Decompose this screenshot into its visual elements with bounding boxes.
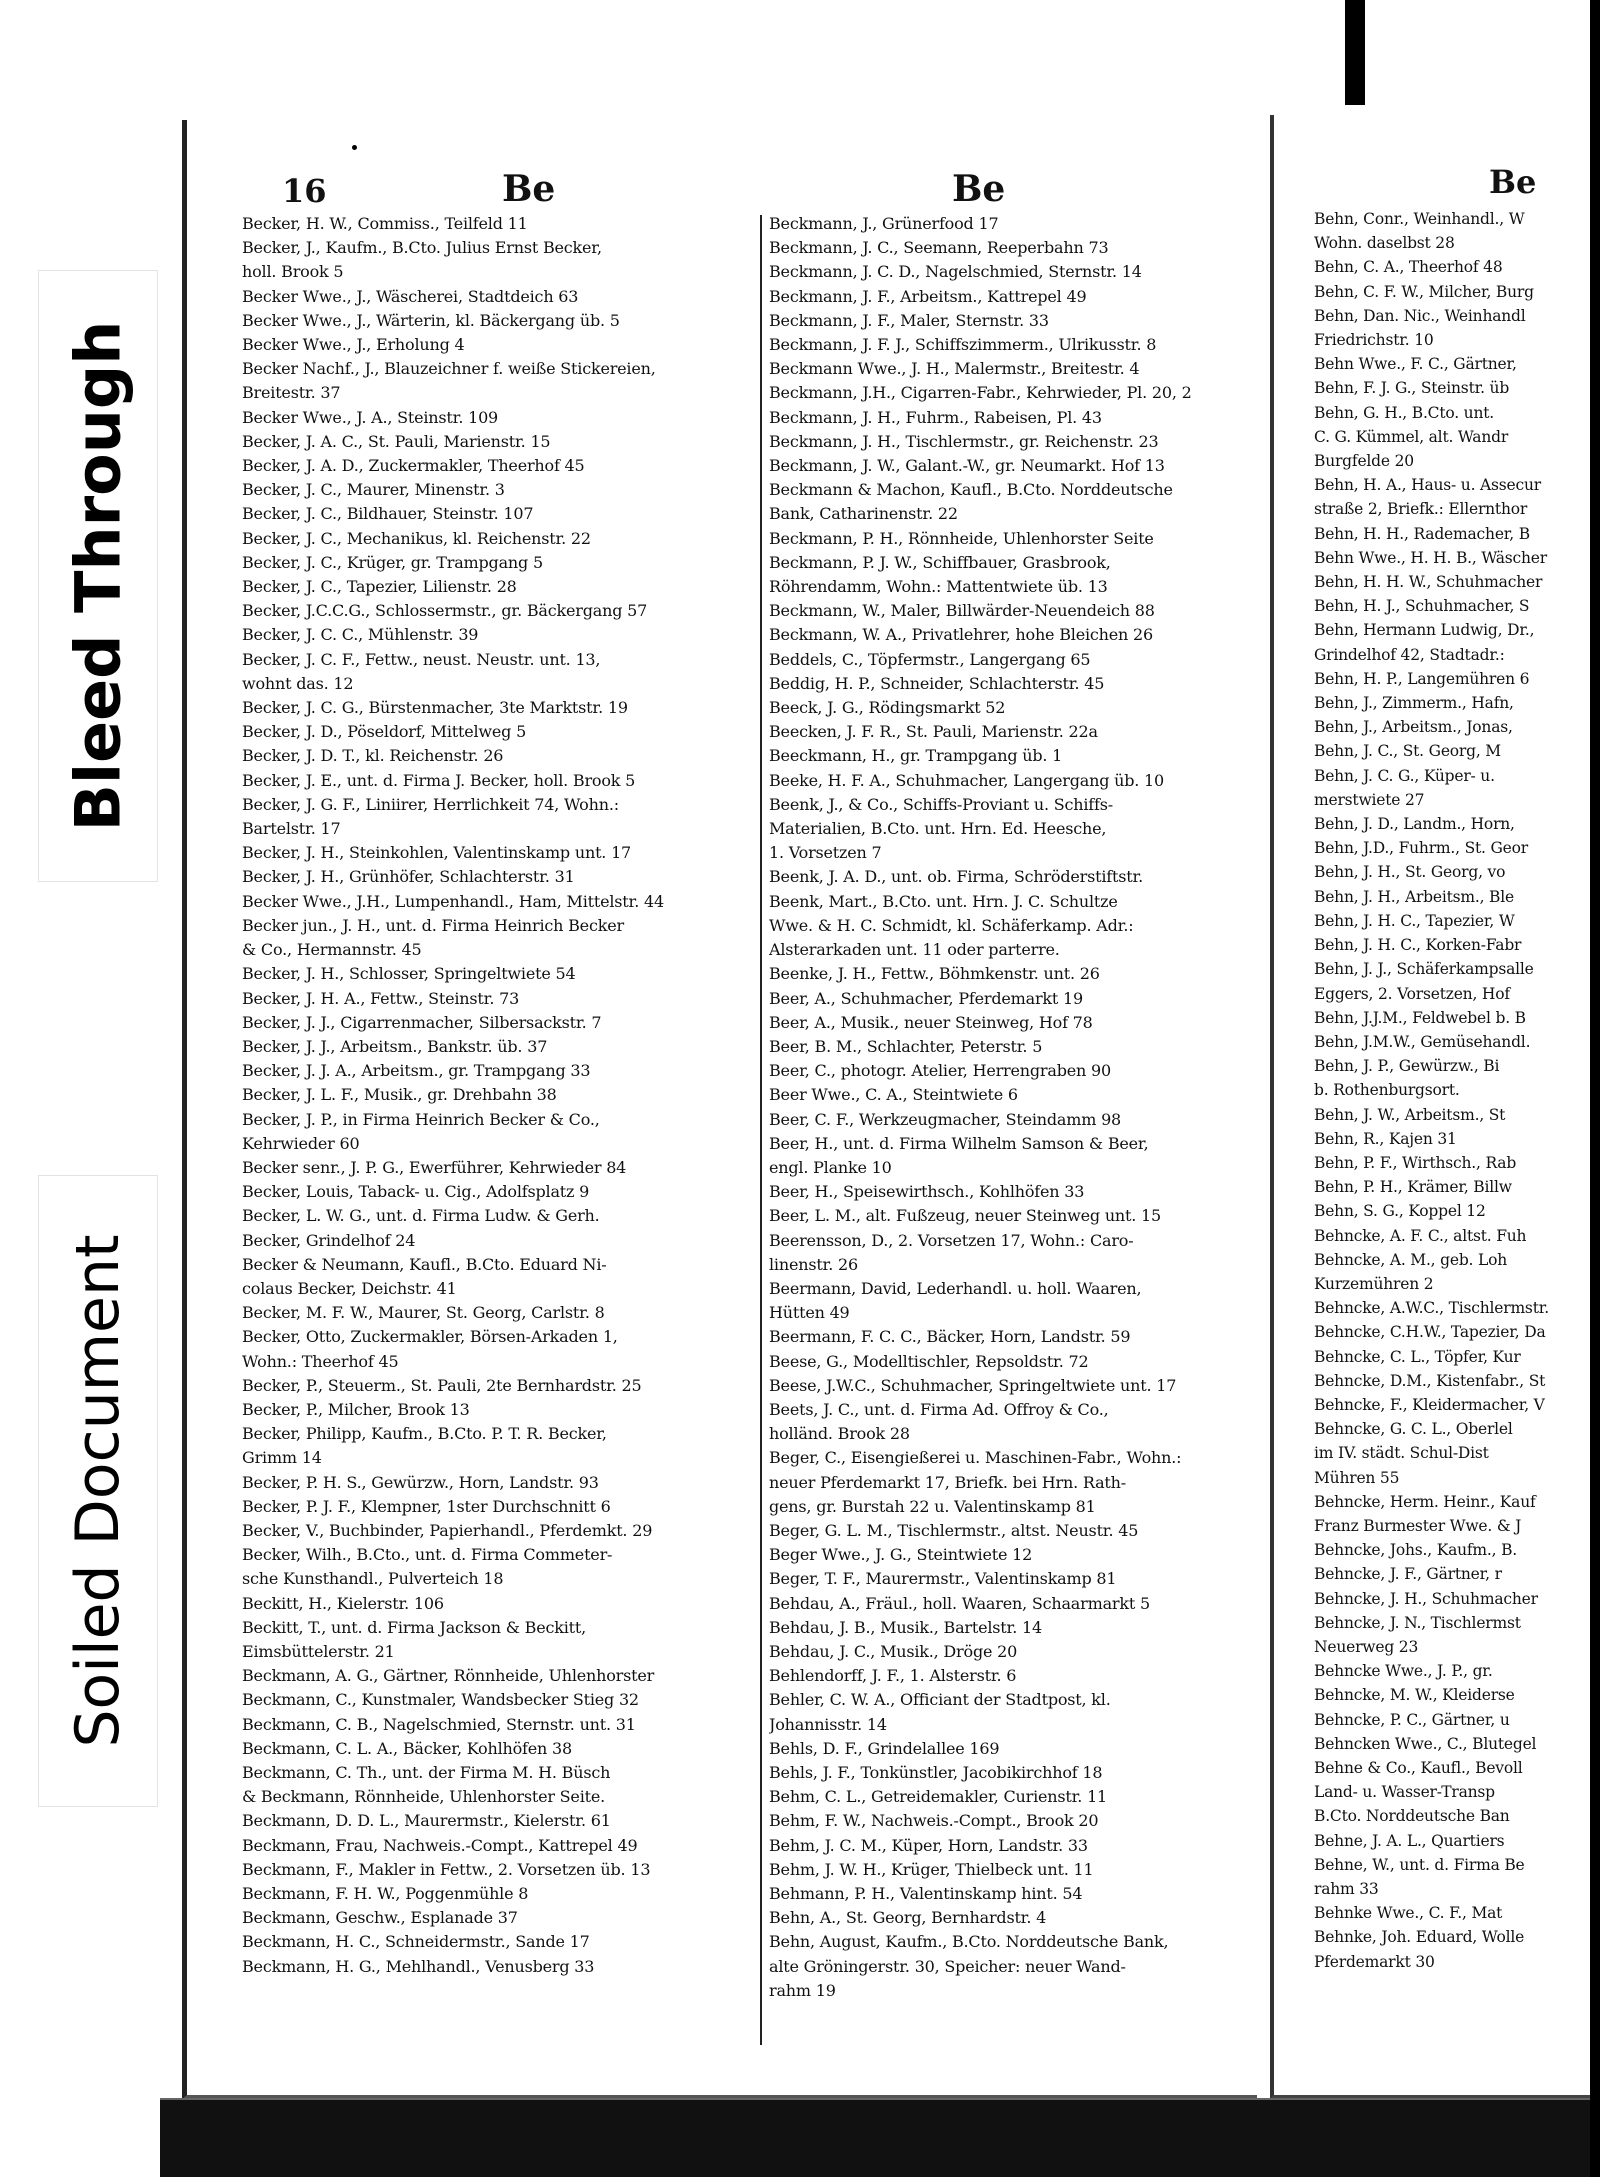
directory-entry: Beckmann, Frau, Nachweis.-Compt., Kattrepel 49 — [242, 1835, 638, 1855]
directory-entry: Behne & Co., Kaufl., Bevoll — [1314, 1759, 1523, 1777]
directory-entry: Behls, J. F., Tonkünstler, Jacobikirchhof 18 — [769, 1763, 1103, 1782]
directory-entry: Beckmann, J. H., Tischlermstr., gr. Reichenstr. 23 — [769, 431, 1159, 451]
scanned-page-image — [160, 0, 1600, 2177]
directory-entry: Beckmann, W. A., Privatlehrer, hohe Bleichen 26 — [769, 625, 1153, 645]
directory-entry: Behn, J. W., Arbeitsm., St — [1314, 1105, 1506, 1124]
directory-entry: Becker, J. C. C., Mühlenstr. 39 — [242, 625, 479, 645]
directory-entry: Behn, H. P., Langemühren 6 — [1314, 669, 1530, 688]
directory-entry: Röhrendamm, Wohn.: Mattentwiete üb. 13 — [769, 577, 1108, 597]
directory-entry: merstwiete 27 — [1314, 790, 1425, 809]
directory-entry: Behncke, P. C., Gärtner, u — [1314, 1710, 1510, 1729]
directory-entry: Becker, J. C., Krüger, gr. Trampgang 5 — [242, 552, 543, 572]
directory-entry: Beese, J.W.C., Schuhmacher, Springeltwiete unt. 17 — [769, 1375, 1177, 1395]
directory-entry: Becker, J. A. C., St. Pauli, Marienstr. 15 — [242, 431, 551, 451]
running-header-right: Be — [952, 168, 1006, 210]
directory-entry: Becker, J. C. G., Bürstenmacher, 3te Marktstr. 19 — [242, 698, 628, 718]
directory-entry: Franz Burmester Wwe. & J — [1314, 1516, 1522, 1535]
directory-entry: Becker, Philipp, Kaufm., B.Cto. P. T. R. Becker, — [242, 1424, 607, 1444]
directory-entry: Materialien, B.Cto. unt. Hrn. Ed. Heesche, — [769, 819, 1107, 839]
directory-entry: Beckmann, C., Kunstmaler, Wandsbecker Stieg 32 — [242, 1690, 639, 1710]
directory-entry: Becker, P. J. F., Klempner, 1ster Durchschnitt 6 — [242, 1496, 611, 1516]
directory-entry: Becker, J. H., Schlosser, Springeltwiete 54 — [242, 964, 576, 984]
directory-entry: & Beckmann, Rönnheide, Uhlenhorster Seite. — [242, 1787, 606, 1807]
directory-entry: Becker & Neumann, Kaufl., B.Cto. Eduard Ni- — [242, 1254, 607, 1274]
directory-entry: Behn, J. P., Gewürzw., Bi — [1314, 1057, 1500, 1076]
directory-entry: Becker, H. W., Commiss., Teilfeld 11 — [242, 214, 528, 233]
directory-entry: Behn, J., Arbeitsm., Jonas, — [1314, 718, 1513, 737]
directory-entry: Behn, J., Zimmerm., Hafn, — [1314, 694, 1514, 713]
directory-entry: Friedrichstr. 10 — [1314, 331, 1434, 350]
directory-entry: straße 2, Briefk.: Ellernthor — [1314, 500, 1528, 519]
directory-entry: Beger, G. L. M., Tischlermstr., altst. Neustr. 45 — [769, 1520, 1139, 1540]
directory-entry: holländ. Brook 28 — [769, 1424, 910, 1444]
column-divider — [760, 215, 762, 2045]
directory-entry: Beckmann, D. D. L., Maurermstr., Kielerstr. 61 — [242, 1811, 611, 1831]
directory-page — [182, 120, 1257, 2099]
middle-column — [769, 212, 1249, 2003]
directory-entry: Becker, J. C., Tapezier, Lilienstr. 28 — [242, 577, 517, 597]
directory-entry: Becker, J. D. T., kl. Reichenstr. 26 — [242, 746, 504, 766]
directory-entry: Beckitt, H., Kielerstr. 106 — [242, 1593, 444, 1613]
directory-entry: Beer, C., photogr. Atelier, Herrengraben 90 — [769, 1061, 1111, 1081]
directory-entry: Beckmann, C. B., Nagelschmied, Sternstr. unt. 31 — [242, 1714, 636, 1734]
directory-entry: Behn, J. H. C., Tapezier, W — [1314, 911, 1515, 930]
directory-entry: Becker, J. E., unt. d. Firma J. Becker, holl. Brook 5 — [242, 770, 636, 790]
directory-entry: Becker, P., Steuerm., St. Pauli, 2te Bernhardstr. 25 — [242, 1375, 642, 1395]
directory-entry: Wohn. daselbst 28 — [1314, 234, 1455, 253]
directory-entry: Becker, J. H., Grünhöfer, Schlachterstr. 31 — [242, 867, 575, 887]
directory-entry: Behncke, D.M., Kistenfabr., St — [1314, 1371, 1546, 1390]
directory-entry: Behn, August, Kaufm., B.Cto. Norddeutsche Bank, — [769, 1932, 1169, 1952]
directory-entry: Beddels, C., Töpfermstr., Langergang 65 — [769, 649, 1091, 669]
directory-entry: Becker, Grindelhof 24 — [242, 1230, 416, 1250]
directory-entry: Behn, R., Kajen 31 — [1314, 1129, 1457, 1148]
directory-entry: Becker, J. H., Steinkohlen, Valentinskamp unt. 17 — [242, 843, 632, 863]
directory-entry: Eimsbüttelerstr. 21 — [242, 1641, 395, 1661]
directory-entry: Beckmann, F. H. W., Poggenmühle 8 — [242, 1884, 529, 1904]
directory-entry: Behncke, A.W.C., Tischlermstr. — [1314, 1299, 1549, 1318]
directory-entry: Eggers, 2. Vorsetzen, Hof — [1314, 984, 1510, 1003]
directory-entry: Beeck, J. G., Rödingsmarkt 52 — [769, 698, 1006, 718]
directory-entry: Becker, M. F. W., Maurer, St. Georg, Carlstr. 8 — [242, 1303, 605, 1323]
directory-entry: Behncke, J. N., Tischlermst — [1314, 1613, 1521, 1632]
scanner-bed — [160, 2100, 1600, 2177]
page-number: 16 — [282, 172, 327, 210]
directory-entry: Beckmann, H. C., Schneidermstr., Sande 17 — [242, 1932, 590, 1952]
directory-entry: Behncke Wwe., J. P., gr. — [1314, 1662, 1493, 1681]
directory-entry: Becker, Otto, Zuckermakler, Börsen-Arkaden 1, — [242, 1327, 618, 1347]
directory-entry: Alsterarkaden unt. 11 oder parterre. — [769, 940, 1060, 960]
directory-entry: Beer, H., Speisewirthsch., Kohlhöfen 33 — [769, 1182, 1085, 1202]
directory-entry: Bank, Catharinenstr. 22 — [769, 504, 958, 524]
directory-entry: Becker, V., Buchbinder, Papierhandl., Pferdemkt. 29 — [242, 1520, 653, 1540]
directory-entry: Bartelstr. 17 — [242, 819, 341, 839]
facing-page — [1270, 115, 1594, 2099]
directory-entry: holl. Brook 5 — [242, 262, 344, 282]
directory-entry: alte Gröningerstr. 30, Speicher: neuer Wand- — [769, 1956, 1126, 1976]
directory-entry: Becker Wwe., J., Erholung 4 — [242, 335, 465, 355]
directory-entry: Beer, A., Musik., neuer Steinweg, Hof 78 — [769, 1012, 1093, 1032]
directory-entry: Becker, J.C.C.G., Schlossermstr., gr. Bäckergang 57 — [242, 601, 648, 621]
directory-entry: Behne, W., unt. d. Firma Be — [1314, 1855, 1525, 1874]
directory-entry: Grindelhof 42, Stadtadr.: — [1314, 645, 1505, 664]
bleed-through-text: Bleed Through — [61, 320, 135, 832]
directory-entry: b. Rothenburgsort. — [1314, 1081, 1460, 1100]
directory-entry: Breitestr. 37 — [242, 383, 341, 403]
directory-entry: Behn Wwe., H. H. B., Wäscher — [1314, 548, 1547, 567]
directory-entry: Behn, J. H. C., Korken-Fabr — [1314, 936, 1522, 955]
directory-entry: Beckmann & Machon, Kaufl., B.Cto. Norddeutsche — [769, 480, 1173, 500]
directory-entry: Beddig, H. P., Schneider, Schlachterstr. 45 — [769, 673, 1105, 693]
directory-entry: Becker, J. D., Pöseldorf, Mittelweg 5 — [242, 722, 527, 742]
directory-entry: Beckmann, J. W., Galant.-W., gr. Neumarkt. Hof 13 — [769, 456, 1165, 476]
directory-entry: Behn, J. C., St. Georg, M — [1314, 742, 1501, 761]
directory-entry: Beckmann, J.H., Cigarren-Fabr., Kehrwieder, Pl. 20, 2 — [769, 383, 1192, 403]
directory-entry: Behn, H. H. W., Schuhmacher — [1314, 573, 1543, 592]
directory-entry: Wohn.: Theerhof 45 — [242, 1351, 399, 1371]
directory-entry: Behn, P. H., Krämer, Billw — [1314, 1178, 1512, 1197]
directory-entry: gens, gr. Burstah 22 u. Valentinskamp 81 — [769, 1496, 1096, 1516]
directory-entry: Beer, H., unt. d. Firma Wilhelm Samson & Beer, — [769, 1133, 1149, 1153]
directory-entry: Becker, J. L. F., Musik., gr. Drehbahn 38 — [242, 1085, 557, 1105]
directory-entry: wohnt das. 12 — [242, 673, 354, 693]
directory-entry: Becker, J. C., Maurer, Minenstr. 3 — [242, 480, 505, 500]
directory-entry: neuer Pferdemarkt 17, Briefk. bei Hrn. Rath- — [769, 1472, 1126, 1492]
directory-entry: Becker, J. P., in Firma Heinrich Becker & Co., — [242, 1109, 600, 1129]
directory-entry: Becker, Louis, Taback- u. Cig., Adolfsplatz 9 — [242, 1182, 590, 1202]
directory-entry: Burgfelde 20 — [1314, 452, 1414, 471]
directory-entry: Becker Wwe., J., Wärterin, kl. Bäckergang üb. 5 — [242, 310, 620, 330]
directory-entry: Kurzemühren 2 — [1314, 1274, 1434, 1293]
directory-entry: Behn, J.D., Fuhrm., St. Geor — [1314, 839, 1528, 858]
directory-entry: colaus Becker, Deichstr. 41 — [242, 1278, 457, 1298]
directory-entry: Behncken Wwe., C., Blutegel — [1314, 1734, 1537, 1753]
directory-entry: Beckmann, A. G., Gärtner, Rönnheide, Uhlenhorster — [242, 1666, 655, 1686]
directory-entry: Beckmann, J. H., Fuhrm., Rabeisen, Pl. 43 — [769, 407, 1102, 427]
directory-entry: Behn, Hermann Ludwig, Dr., — [1314, 621, 1535, 640]
directory-entry: Becker jun., J. H., unt. d. Firma Heinrich Becker — [242, 915, 624, 935]
directory-entry: Beer, B. M., Schlachter, Peterstr. 5 — [769, 1036, 1043, 1056]
directory-entry: Becker, J. H. A., Fettw., Steinstr. 73 — [242, 988, 520, 1008]
directory-entry: linenstr. 26 — [769, 1254, 858, 1274]
directory-entry: Beckmann, J. C., Seemann, Reeperbahn 73 — [769, 238, 1109, 258]
directory-entry: Behnke, Joh. Eduard, Wolle — [1314, 1928, 1525, 1947]
directory-entry: Beckmann, P. H., Rönnheide, Uhlenhorster Seite — [769, 528, 1154, 548]
directory-entry: Behdau, A., Fräul., holl. Waaren, Schaarmarkt 5 — [769, 1593, 1150, 1613]
directory-entry: Behncke, F., Kleidermacher, V — [1314, 1395, 1545, 1414]
directory-entry: Beckitt, T., unt. d. Firma Jackson & Beckitt, — [242, 1617, 587, 1637]
directory-entry: rahm 19 — [769, 1980, 836, 2000]
directory-entry: Becker Wwe., J. A., Steinstr. 109 — [242, 407, 499, 427]
directory-entry: 1. Vorsetzen 7 — [769, 843, 882, 863]
directory-entry: Behncke, Herm. Heinr., Kauf — [1314, 1492, 1536, 1511]
directory-entry: Beckmann, J. F., Arbeitsm., Kattrepel 49 — [769, 286, 1087, 306]
directory-entry: Pferdemarkt 30 — [1314, 1952, 1435, 1971]
directory-entry: Behncke, A. F. C., altst. Fuh — [1314, 1226, 1527, 1245]
directory-entry: Becker, J. C. F., Fettw., neust. Neustr. unt. 13, — [242, 649, 601, 669]
directory-entry: Beeke, H. F. A., Schuhmacher, Langergang üb. 10 — [769, 770, 1165, 790]
directory-entry: Behncke, Johs., Kaufm., B. — [1314, 1541, 1518, 1560]
directory-entry: Becker senr., J. P. G., Ewerführer, Kehrwieder 84 — [242, 1157, 627, 1177]
directory-entry: Beckmann, F., Makler in Fettw., 2. Vorsetzen üb. 13 — [242, 1859, 651, 1879]
directory-entry: Behn, H. A., Haus- u. Assecur — [1314, 476, 1541, 495]
directory-entry: Beckmann, J., Grünerfood 17 — [769, 214, 999, 233]
directory-entry: Becker, J. C., Bildhauer, Steinstr. 107 — [242, 504, 534, 524]
directory-entry: Behm, J. C. M., Küper, Horn, Landstr. 33 — [769, 1835, 1088, 1855]
directory-entry: Becker, J. J., Arbeitsm., Bankstr. üb. 37 — [242, 1036, 548, 1056]
directory-entry: Becker, J., Kaufm., B.Cto. Julius Ernst Becker, — [242, 238, 602, 258]
directory-entry: Wwe. & H. C. Schmidt, kl. Schäferkamp. Adr.: — [769, 915, 1134, 935]
directory-entry: Behn, Conr., Weinhandl., W — [1314, 210, 1525, 228]
directory-entry: Behn, G. H., B.Cto. unt. — [1314, 403, 1495, 422]
directory-entry: Neuerweg 23 — [1314, 1637, 1419, 1656]
directory-entry: C. G. Kümmel, alt. Wandr — [1314, 427, 1509, 446]
directory-entry: B.Cto. Norddeutsche Ban — [1314, 1807, 1510, 1826]
directory-entry: Becker Wwe., J., Wäscherei, Stadtdeich 63 — [242, 286, 579, 306]
directory-entry: Beckmann, W., Maler, Billwärder-Neuendeich 88 — [769, 601, 1155, 621]
directory-entry: Behncke, M. W., Kleiderse — [1314, 1686, 1515, 1705]
directory-entry: Beger, C., Eisengießerei u. Maschinen-Fabr., Wohn.: — [769, 1448, 1182, 1468]
soiled-document-label — [38, 1175, 158, 1807]
directory-entry: Johannisstr. 14 — [769, 1714, 887, 1734]
directory-entry: Beckmann, P. J. W., Schiffbauer, Grasbrook, — [769, 552, 1111, 572]
directory-entry: Beer, A., Schuhmacher, Pferdemarkt 19 — [769, 988, 1083, 1008]
bleed-through-label — [38, 270, 158, 882]
directory-entry: Behn, A., St. Georg, Bernhardstr. 4 — [769, 1908, 1047, 1928]
directory-entry: Beger, T. F., Maurermstr., Valentinskamp 81 — [769, 1569, 1117, 1589]
scan-binding-shadow — [1345, 0, 1365, 105]
directory-entry: Behn, J.M.W., Gemüsehandl. — [1314, 1032, 1531, 1051]
directory-entry: Beckmann, C. L. A., Bäcker, Kohlhöfen 38 — [242, 1738, 572, 1758]
directory-entry: Beermann, F. C. C., Bäcker, Horn, Landstr. 59 — [769, 1327, 1131, 1347]
directory-entry: Land- u. Wasser-Transp — [1314, 1783, 1495, 1802]
directory-entry: Behne, J. A. L., Quartiers — [1314, 1831, 1505, 1850]
directory-entry: Becker, J. A. D., Zuckermakler, Theerhof 45 — [242, 456, 585, 476]
directory-entry: Behmann, P. H., Valentinskamp hint. 54 — [769, 1884, 1083, 1904]
soiled-document-text: Soiled Document — [63, 1234, 133, 1748]
directory-entry: Becker Wwe., J.H., Lumpenhandl., Ham, Mittelstr. 44 — [242, 891, 664, 911]
directory-entry: Beermann, David, Lederhandl. u. holl. Waaren, — [769, 1278, 1142, 1298]
directory-entry: Beckmann, C. Th., unt. der Firma M. H. Büsch — [242, 1763, 611, 1782]
directory-entry: Behn, J. J., Schäferkampsalle — [1314, 960, 1534, 979]
directory-entry: Becker, J. J., Cigarrenmacher, Silbersackstr. 7 — [242, 1012, 602, 1032]
directory-entry: Beckmann Wwe., J. H., Malermstr., Breitestr. 4 — [769, 359, 1140, 379]
directory-entry: Beer, L. M., alt. Fußzeug, neuer Steinweg unt. 15 — [769, 1206, 1161, 1226]
directory-entry: Grimm 14 — [242, 1448, 322, 1468]
directory-entry: Mühren 55 — [1314, 1468, 1400, 1487]
directory-entry: Beenk, Mart., B.Cto. unt. Hrn. J. C. Schultze — [769, 891, 1118, 911]
directory-entry: Behn, C. F. W., Milcher, Burg — [1314, 282, 1534, 301]
directory-entry: Kehrwieder 60 — [242, 1133, 360, 1153]
directory-entry: Behm, J. W. H., Krüger, Thielbeck unt. 11 — [769, 1859, 1094, 1879]
directory-entry: Behm, C. L., Getreidemakler, Curienstr. 11 — [769, 1787, 1108, 1807]
directory-entry: Behn, F. J. G., Steinstr. üb — [1314, 379, 1510, 398]
directory-entry: Beese, G., Modelltischler, Repsoldstr. 72 — [769, 1351, 1089, 1371]
directory-entry: Behncke, C.H.W., Tapezier, Da — [1314, 1323, 1546, 1342]
directory-entry: Becker, L. W. G., unt. d. Firma Ludw. & Gerh. — [242, 1206, 600, 1226]
scan-edge-strip — [1590, 0, 1600, 2177]
directory-entry: Behler, C. W. A., Officiant der Stadtpost, kl. — [769, 1690, 1111, 1710]
directory-entry: Becker, J. J. A., Arbeitsm., gr. Trampgang 33 — [242, 1061, 591, 1081]
directory-entry: Beckmann, J. F., Maler, Sternstr. 33 — [769, 310, 1049, 330]
directory-entry: Becker, J. C., Mechanikus, kl. Reichenstr. 22 — [242, 528, 591, 548]
directory-entry: Beckmann, J. C. D., Nagelschmied, Sternstr. 14 — [769, 262, 1142, 282]
directory-entry: & Co., Hermannstr. 45 — [242, 940, 422, 960]
directory-entry: Behm, F. W., Nachweis.-Compt., Brook 20 — [769, 1811, 1099, 1831]
running-header-facing: Be — [1489, 163, 1537, 201]
directory-entry: rahm 33 — [1314, 1880, 1379, 1899]
directory-entry: Behn, J.J.M., Feldwebel b. B — [1314, 1008, 1526, 1027]
directory-entry: Behls, D. F., Grindelallee 169 — [769, 1738, 1000, 1758]
directory-entry: Behlendorff, J. F., 1. Alsterstr. 6 — [769, 1666, 1017, 1686]
directory-entry: Becker Nachf., J., Blauzeichner f. weiße Stickereien, — [242, 359, 656, 379]
left-column — [242, 212, 752, 1979]
directory-entry: Beckmann, H. G., Mehlhandl., Venusberg 33 — [242, 1956, 595, 1976]
directory-entry: Hütten 49 — [769, 1303, 850, 1323]
directory-entry: Behn, H. H., Rademacher, B — [1314, 524, 1530, 543]
running-header-left: Be — [502, 168, 556, 210]
directory-entry: Behdau, J. C., Musik., Dröge 20 — [769, 1641, 1018, 1661]
directory-entry: Behn, Dan. Nic., Weinhandl — [1314, 306, 1526, 325]
directory-entry: Beer Wwe., C. A., Steintwiete 6 — [769, 1085, 1018, 1105]
directory-entry: Becker, Wilh., B.Cto., unt. d. Firma Commeter- — [242, 1545, 613, 1565]
directory-entry: Behncke, J. H., Schuhmacher — [1314, 1589, 1538, 1608]
directory-entry: Behncke, G. C. L., Oberlel — [1314, 1420, 1513, 1439]
directory-entry: Behn, S. G., Koppel 12 — [1314, 1202, 1486, 1221]
directory-entry: Behncke, A. M., geb. Loh — [1314, 1250, 1508, 1269]
directory-entry: Behncke, C. L., Töpfer, Kur — [1314, 1347, 1521, 1366]
directory-entry: im IV. städt. Schul-Dist — [1314, 1444, 1489, 1463]
directory-entry: Beenk, J., & Co., Schiffs-Proviant u. Schiffs- — [769, 794, 1113, 814]
directory-entry: Beeckmann, H., gr. Trampgang üb. 1 — [769, 746, 1063, 766]
directory-entry: Beenke, J. H., Fettw., Böhmkenstr. unt. 26 — [769, 964, 1100, 984]
directory-entry: Beckmann, J. F. J., Schiffszimmerm., Ulrikusstr. 8 — [769, 335, 1157, 355]
directory-entry: Behn, J. D., Landm., Horn, — [1314, 815, 1515, 834]
directory-entry: Behn, J. H., Arbeitsm., Ble — [1314, 887, 1514, 906]
directory-entry: Behn, H. J., Schuhmacher, S — [1314, 597, 1530, 616]
facing-column — [1314, 207, 1594, 1974]
directory-entry: Behn, J. C. G., Küper- u. — [1314, 766, 1495, 785]
directory-entry: sche Kunsthandl., Pulverteich 18 — [242, 1569, 504, 1589]
directory-entry: Beer, C. F., Werkzeugmacher, Steindamm 98 — [769, 1109, 1122, 1129]
directory-entry: Behn Wwe., F. C., Gärtner, — [1314, 355, 1517, 374]
directory-entry: Beerensson, D., 2. Vorsetzen 17, Wohn.: Caro- — [769, 1230, 1134, 1250]
directory-entry: Behn, J. H., St. Georg, vo — [1314, 863, 1506, 882]
directory-entry: Becker, P. H. S., Gewürzw., Horn, Landstr. 93 — [242, 1472, 599, 1492]
ink-speck — [352, 145, 357, 150]
directory-entry: Becker, J. G. F., Liniirer, Herrlichkeit 74, Wohn.: — [242, 794, 619, 814]
directory-entry: Behnke Wwe., C. F., Mat — [1314, 1904, 1503, 1923]
directory-entry: Beckmann, Geschw., Esplanade 37 — [242, 1908, 518, 1928]
directory-entry: Behdau, J. B., Musik., Bartelstr. 14 — [769, 1617, 1042, 1637]
directory-entry: Beger Wwe., J. G., Steintwiete 12 — [769, 1545, 1033, 1565]
directory-entry: Behn, P. F., Wirthsch., Rab — [1314, 1153, 1517, 1172]
directory-entry: Behn, C. A., Theerhof 48 — [1314, 258, 1503, 277]
directory-entry: Beecken, J. F. R., St. Pauli, Marienstr. 22a — [769, 722, 1098, 742]
directory-entry: Behncke, J. F., Gärtner, r — [1314, 1565, 1502, 1584]
directory-entry: Becker, P., Milcher, Brook 13 — [242, 1399, 470, 1419]
directory-entry: engl. Planke 10 — [769, 1157, 892, 1177]
directory-entry: Beenk, J. A. D., unt. ob. Firma, Schröderstiftstr. — [769, 867, 1144, 887]
directory-entry: Beets, J. C., unt. d. Firma Ad. Offroy & Co., — [769, 1399, 1109, 1419]
